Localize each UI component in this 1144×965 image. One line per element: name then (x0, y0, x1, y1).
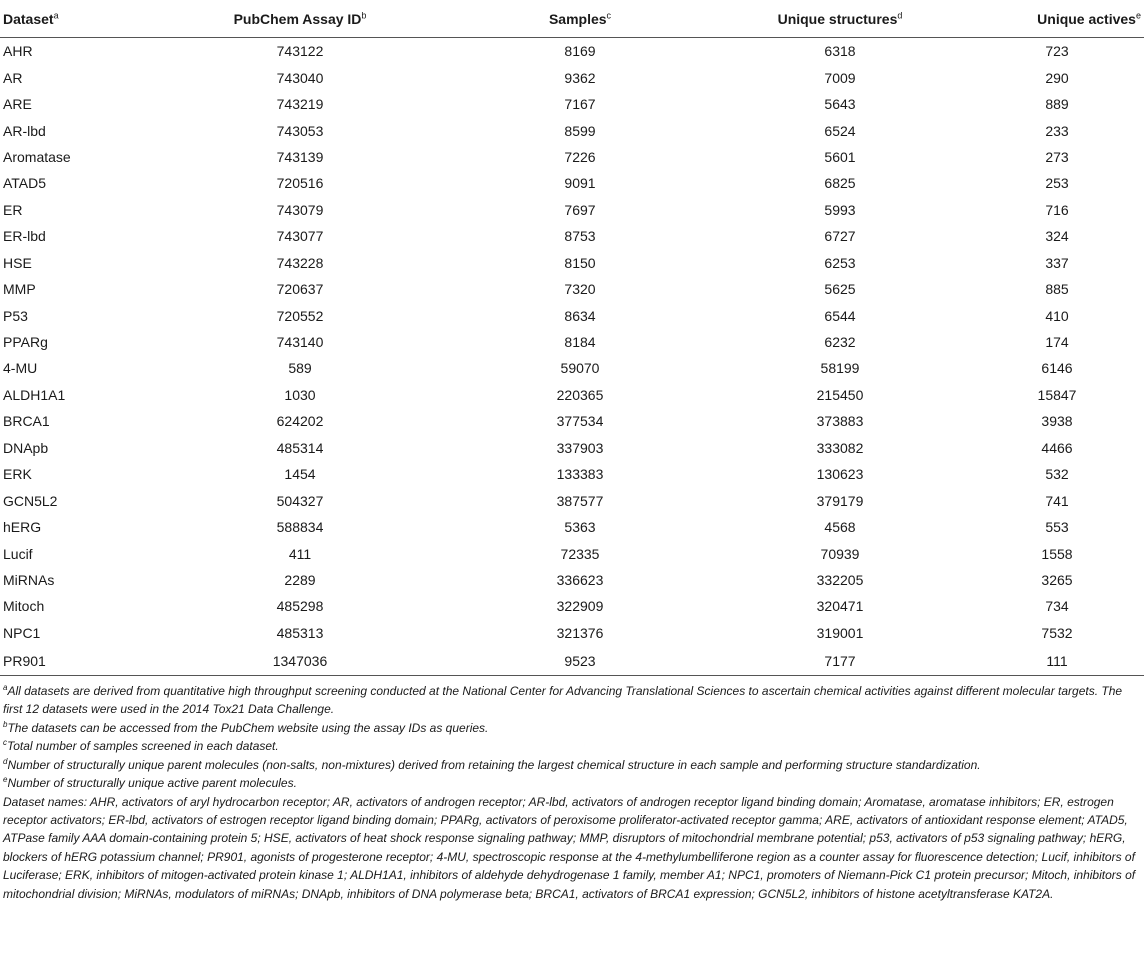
cell-unique-structures: 4568 (824, 519, 856, 536)
cell-unique-structures: 7177 (710, 646, 970, 676)
footnote-e: $^e$Number of structurally unique active parent molecules. (3, 775, 297, 791)
cell-unique-structures: 5993 (824, 201, 856, 218)
cell-samples: 387577 (556, 492, 604, 509)
cell-samples: 7226 (564, 148, 596, 165)
table-row (0, 64, 1144, 90)
header-unique-structures: Unique structures$^d$ (710, 0, 970, 38)
cell-assay-id: 743040 (276, 69, 324, 86)
cell-unique-actives: 410 (1045, 307, 1069, 324)
cell-assay-id: 720552 (276, 307, 324, 324)
table-row (0, 408, 1144, 434)
cell-unique-actives: 290 (1045, 69, 1069, 86)
table-row (0, 170, 1144, 196)
cell-unique-structures: 70939 (820, 545, 860, 562)
cell-dataset: AR (3, 69, 23, 86)
table-row (0, 276, 1144, 302)
cell-assay-id: 743122 (276, 43, 324, 60)
cell-unique-structures: 6825 (824, 175, 856, 192)
cell-dataset: PPARg (3, 334, 48, 351)
header-row (0, 0, 1144, 38)
cell-samples: 337903 (556, 439, 604, 456)
cell-unique-actives: 15847 (1037, 386, 1077, 403)
cell-assay-id: 485298 (276, 598, 324, 615)
cell-unique-structures: 7009 (824, 69, 856, 86)
table-row (0, 382, 1144, 408)
cell-dataset: AR-lbd (3, 122, 46, 139)
cell-dataset: GCN5L2 (3, 492, 58, 509)
cell-assay-id: 485313 (276, 624, 324, 641)
cell-samples: 7167 (564, 96, 596, 113)
cell-unique-actives: 253 (1045, 175, 1069, 192)
cell-dataset: Aromatase (3, 148, 71, 165)
cell-assay-id: 624202 (276, 413, 324, 430)
cell-unique-actives: 324 (1045, 228, 1069, 245)
table-row (0, 223, 1144, 249)
cell-samples: 7697 (564, 201, 596, 218)
cell-assay-id: 1347036 (150, 646, 450, 676)
cell-samples: 8753 (564, 228, 596, 245)
cell-unique-structures: 6318 (824, 43, 856, 60)
cell-dataset: HSE (3, 254, 32, 271)
cell-samples: 8634 (564, 307, 596, 324)
cell-dataset: P53 (3, 307, 28, 324)
cell-samples: 220365 (556, 386, 604, 403)
cell-dataset: MMP (3, 281, 36, 298)
cell-samples: 336623 (556, 571, 604, 588)
cell-unique-structures: 6253 (824, 254, 856, 271)
table-body (0, 38, 1144, 676)
cell-dataset: ARE (3, 96, 32, 113)
cell-unique-actives: 6146 (1041, 360, 1073, 377)
cell-samples: 9523 (450, 646, 710, 676)
cell-dataset: DNApb (3, 439, 49, 456)
table-row (0, 302, 1144, 328)
cell-unique-structures: 379179 (816, 492, 864, 509)
cell-samples: 321376 (556, 624, 604, 641)
table-row (0, 646, 1144, 676)
cell-samples: 133383 (556, 466, 604, 483)
cell-samples: 322909 (556, 598, 604, 615)
table-row (0, 91, 1144, 117)
table-row (0, 620, 1144, 646)
cell-unique-actives: 273 (1045, 148, 1069, 165)
cell-unique-actives: 4466 (1041, 439, 1073, 456)
cell-unique-actives: 7532 (1041, 624, 1073, 641)
cell-unique-actives: 1558 (1041, 545, 1073, 562)
header-dataset: Dataset$^a$ (0, 0, 150, 38)
table-row (0, 593, 1144, 619)
cell-samples: 7320 (564, 281, 596, 298)
table-row (0, 540, 1144, 566)
cell-assay-id: 411 (288, 545, 312, 562)
cell-samples: 8599 (564, 122, 596, 139)
cell-assay-id: 504327 (276, 492, 324, 509)
cell-unique-structures: 332205 (816, 571, 864, 588)
cell-unique-structures: 320471 (816, 598, 864, 615)
dataset-names-note: Dataset names: AHR, activators of aryl hydrocarbon receptor; AR, activators of androgen receptor; AR-lbd, activators of androgen receptor ligand binding domain; Aromatase, aromatase inhibitors; ER, estrogen receptor activators; ER-lbd, activators of estrogen receptor ligand binding domain; PPARg, activators of peroxisome proliferator-activated receptor gamma; ARE, activators of antioxidant response element; ATAD5, ATPase family AAA domain-containing protein 5; HSE, activators of heat shock response signaling pathway; MMP, disruptors of mitochondrial membrane potential; p53, activators of p53 signaling pathway; hERG, blockers of hERG potassium channel; PR901, agonists of progesterone receptor; 4-MU, spectroscopic response at the 4-methylumbelliferone region as a counter assay for fluorescence detection; Lucif, inhibitors of Luciferase; ERK, inhibitors of mitogen-activated protein kinase 1; ALDH1A1, inhibitors of aldehyde dehydrogenase 1 family, member A1; NPC1, promoters of Niemann-Pick C1 protein precursor; Mitoch, inhibitors of mitochondrial division; MiRNAs, modulators of miRNAs; DNApb, inhibitors of DNA polymerase beta; BRCA1, activators of BRCA1 expression; GCN5L2, inhibitors of histone acetyltransferase KAT2A. (3, 794, 1136, 901)
cell-unique-actives: 734 (1045, 598, 1069, 615)
cell-unique-actives: 885 (1045, 281, 1069, 298)
cell-assay-id: 589 (288, 360, 312, 377)
cell-unique-actives: 337 (1045, 254, 1069, 271)
cell-unique-actives: 233 (1045, 122, 1069, 139)
cell-unique-actives: 3265 (1041, 571, 1073, 588)
cell-assay-id: 743228 (276, 254, 324, 271)
cell-dataset: hERG (3, 519, 42, 536)
cell-assay-id: 1454 (284, 466, 316, 483)
table-row (0, 355, 1144, 381)
table-row (0, 144, 1144, 170)
cell-samples: 8150 (564, 254, 596, 271)
cell-assay-id: 720516 (276, 175, 324, 192)
table-row (0, 435, 1144, 461)
cell-unique-actives: 716 (1045, 201, 1069, 218)
footnote-b: $^b$The datasets can be accessed from the PubChem website using the assay IDs as queries. (3, 719, 489, 735)
cell-assay-id: 720637 (276, 281, 324, 298)
table-row (0, 487, 1144, 513)
cell-unique-structures: 333082 (816, 439, 864, 456)
cell-assay-id: 743139 (276, 148, 324, 165)
header-samples: Samples$^c$ (450, 0, 710, 38)
cell-unique-actives: 889 (1045, 96, 1069, 113)
cell-unique-actives: 553 (1045, 519, 1069, 536)
cell-unique-structures: 6727 (824, 228, 856, 245)
cell-samples: 72335 (560, 545, 600, 562)
cell-samples: 8169 (564, 43, 596, 60)
cell-unique-structures: 319001 (816, 624, 864, 641)
cell-samples: 9091 (564, 175, 596, 192)
cell-unique-structures: 5625 (824, 281, 856, 298)
cell-dataset: 4-MU (3, 360, 38, 377)
cell-unique-structures: 373883 (816, 413, 864, 430)
cell-assay-id: 743140 (276, 334, 324, 351)
table-footnotes (0, 676, 1144, 903)
cell-unique-actives: 741 (1045, 492, 1069, 509)
cell-dataset: ER-lbd (3, 228, 46, 245)
cell-dataset: Mitoch (3, 598, 45, 615)
cell-dataset: ERK (3, 466, 32, 483)
cell-assay-id: 2289 (284, 571, 316, 588)
table-row (0, 250, 1144, 276)
cell-unique-actives: 3938 (1041, 413, 1073, 430)
cell-dataset: BRCA1 (3, 413, 50, 430)
table-row (0, 329, 1144, 355)
table-row (0, 117, 1144, 143)
table-row (0, 197, 1144, 223)
cell-dataset: ER (3, 201, 23, 218)
cell-unique-actives: 723 (1045, 43, 1069, 60)
cell-dataset: ATAD5 (3, 175, 47, 192)
cell-dataset: MiRNAs (3, 571, 55, 588)
cell-unique-structures: 6544 (824, 307, 856, 324)
cell-assay-id: 485314 (276, 439, 324, 456)
cell-assay-id: 743079 (276, 201, 324, 218)
cell-assay-id: 743077 (276, 228, 324, 245)
header-unique-actives: Unique actives$^e$ (970, 0, 1144, 38)
footnote-d: $^d$Number of structurally unique parent molecules (non-salts, non-mixtures) derived from retaining the largest chemical structure in each sample and performing structure standardization. (3, 756, 981, 772)
cell-unique-actives: 111 (970, 646, 1144, 676)
cell-samples: 8184 (564, 334, 596, 351)
cell-assay-id: 1030 (284, 386, 316, 403)
cell-dataset: ALDH1A1 (3, 386, 66, 403)
cell-unique-structures: 6232 (824, 334, 856, 351)
cell-samples: 9362 (564, 69, 596, 86)
cell-dataset: PR901 (0, 646, 150, 676)
cell-unique-structures: 215450 (816, 386, 864, 403)
table-row (0, 38, 1144, 65)
cell-unique-structures: 5601 (824, 148, 856, 165)
cell-assay-id: 743219 (276, 96, 324, 113)
cell-unique-actives: 532 (1045, 466, 1069, 483)
cell-unique-structures: 5643 (824, 96, 856, 113)
footnote-c: $^c$Total number of samples screened in each dataset. (3, 738, 279, 754)
cell-dataset: NPC1 (3, 624, 41, 641)
cell-assay-id: 743053 (276, 122, 324, 139)
table-row (0, 461, 1144, 487)
table-row (0, 567, 1144, 593)
cell-unique-structures: 130623 (816, 466, 864, 483)
footnote-a: $^a$All datasets are derived from quantitative high throughput screening conducted at the National Center for Advancing Translational Sciences to ascertain chemical activities against different molecular targets. The first 12 datasets were used in the 2014 Tox21 Data Challenge. (3, 683, 1123, 717)
table-row (0, 514, 1144, 540)
cell-samples: 59070 (560, 360, 600, 377)
cell-dataset: AHR (3, 43, 33, 60)
cell-assay-id: 588834 (276, 519, 324, 536)
cell-samples: 5363 (564, 519, 596, 536)
cell-dataset: Lucif (3, 545, 33, 562)
cell-samples: 377534 (556, 413, 604, 430)
cell-unique-structures: 58199 (820, 360, 860, 377)
cell-unique-structures: 6524 (824, 122, 856, 139)
cell-unique-actives: 174 (1045, 334, 1069, 351)
header-assay-id: PubChem Assay $ID^b$ (150, 0, 450, 38)
